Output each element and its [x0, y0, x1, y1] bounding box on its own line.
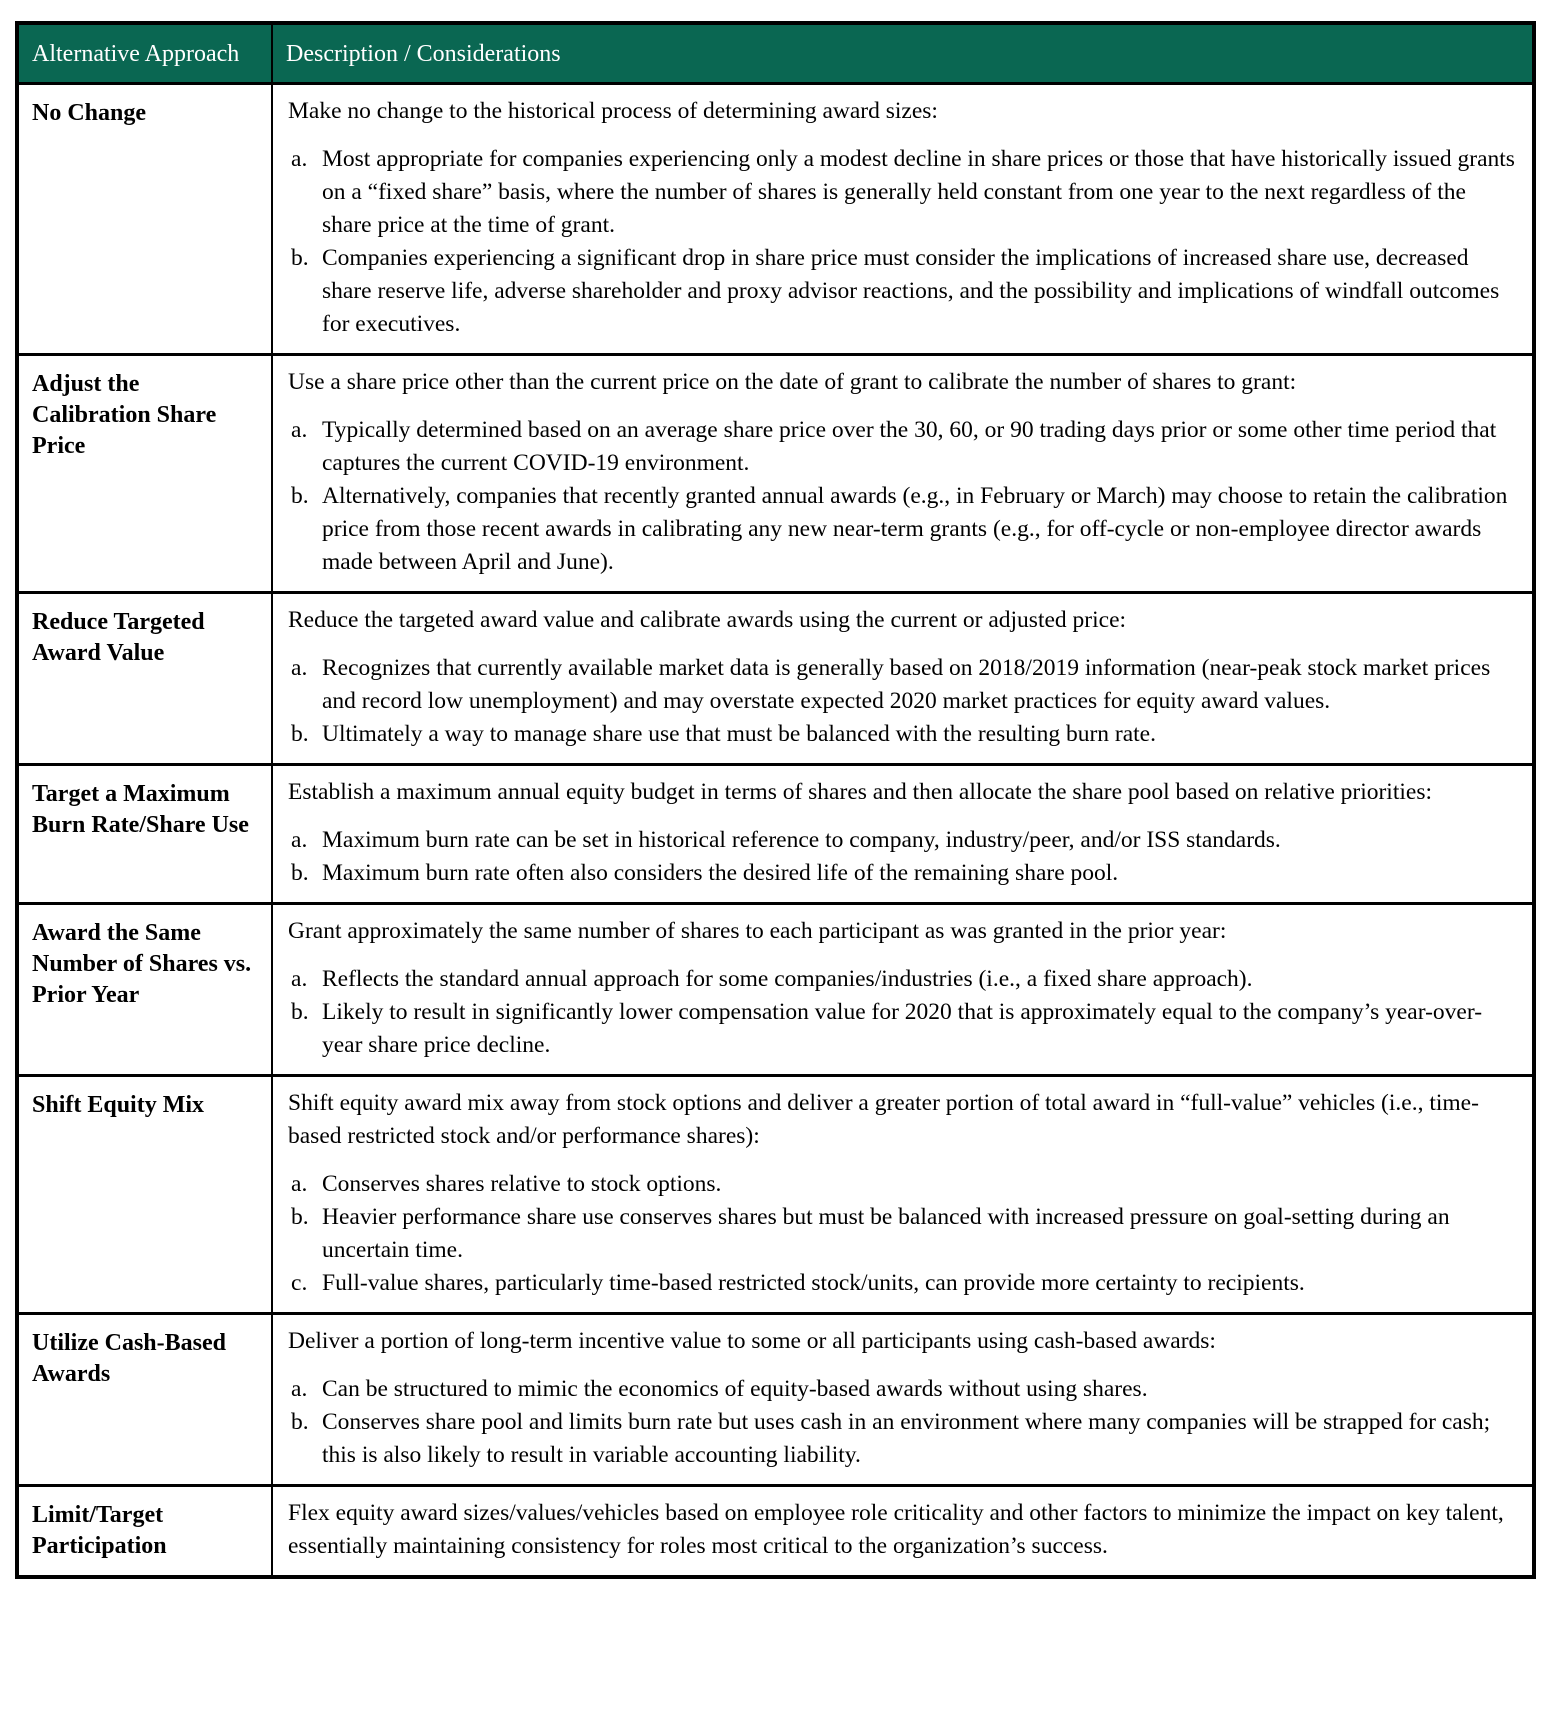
list-item: Typically determined based on an average share price over the 30, 60, or 90 trading days prior or some other time period that captures the current COVID-19 environment.: [322, 417, 1497, 476]
approach-label: Shift Equity Mix: [17, 1076, 272, 1314]
list-item: Ultimately a way to manage share use that must be balanced with the resulting burn rate.: [322, 721, 1156, 747]
list-item: Maximum burn rate can be set in historical reference to company, industry/peer, and/or ISS standards.: [322, 827, 1281, 853]
table-row-adjust-calibration-share-price: [17, 355, 1534, 593]
approach-label: Adjust the Calibration Share Price: [17, 355, 272, 593]
list-item: Alternatively, companies that recently granted annual awards (e.g., in February or March) may choose to retain the calibration price from those recent awards in calibrating any new near-term grants (e.g., for off-cycle or non-employee director awards made between April and June).: [322, 483, 1508, 575]
approach-label: Target a Maximum Burn Rate/Share Use: [17, 765, 272, 904]
description-cell: [272, 904, 1534, 1076]
table-row-shift-equity-mix: [17, 1076, 1534, 1314]
table-row-award-same-number-of-shares: [17, 904, 1534, 1076]
header-alternative-approach: Alternative Approach: [17, 23, 272, 84]
description-cell: [272, 1076, 1534, 1314]
description-cell: [272, 1314, 1534, 1486]
alternatives-table: [15, 21, 1536, 1579]
description-intro: Establish a maximum annual equity budget in terms of shares and then allocate the share pool based on relative priorities:: [288, 779, 1432, 805]
lettered-list: [288, 824, 1518, 890]
description-intro: Make no change to the historical process of determining award sizes:: [288, 98, 938, 124]
list-item: Full-value shares, particularly time-based restricted stock/units, can provide more certainty to recipients.: [322, 1270, 1305, 1296]
approach-label: Reduce Targeted Award Value: [17, 593, 272, 765]
lettered-list: [288, 652, 1518, 751]
list-item: Heavier performance share use conserves shares but must be balanced with increased pressure on goal-setting during an uncertain time.: [322, 1204, 1450, 1263]
approach-label: Limit/Target Participation: [17, 1486, 272, 1578]
description-cell: [272, 84, 1534, 355]
list-item: Conserves share pool and limits burn rate but uses cash in an environment where many companies will be strapped for cash; this is also likely to result in variable accounting liability.: [322, 1409, 1491, 1468]
lettered-list: [288, 1373, 1518, 1472]
list-item: Maximum burn rate often also considers the desired life of the remaining share pool.: [322, 860, 1119, 886]
approach-label: Utilize Cash-Based Awards: [17, 1314, 272, 1486]
table-row-no-change: [17, 84, 1534, 355]
table-row-target-maximum-burn-rate: [17, 765, 1534, 904]
table-row-reduce-targeted-award-value: [17, 593, 1534, 765]
description-intro: Shift equity award mix away from stock options and deliver a greater portion of total award in “full-value” vehicles (i.e., time-based restricted stock and/or performance shares):: [288, 1090, 1479, 1149]
list-item: Conserves shares relative to stock options.: [322, 1171, 722, 1197]
description-intro: Reduce the targeted award value and calibrate awards using the current or adjusted price:: [288, 607, 1127, 633]
table-row-limit-target-participation: [17, 1486, 1534, 1578]
list-item: Recognizes that currently available market data is generally based on 2018/2019 information (near-peak stock market prices and record low unemployment) and may overstate expected 2020 market practices for equity award values.: [322, 655, 1491, 714]
list-item: Can be structured to mimic the economics of equity-based awards without using shares.: [322, 1376, 1148, 1402]
description-intro: Deliver a portion of long-term incentive value to some or all participants using cash-based awards:: [288, 1328, 1216, 1354]
lettered-list: [288, 143, 1518, 341]
description-intro: Grant approximately the same number of shares to each participant as was granted in the prior year:: [288, 918, 1227, 944]
list-item: Likely to result in significantly lower compensation value for 2020 that is approximately equal to the company’s year-over-year share price decline.: [322, 999, 1483, 1058]
approach-label: No Change: [17, 84, 272, 355]
approach-label: Award the Same Number of Shares vs. Prior Year: [17, 904, 272, 1076]
lettered-list: [288, 1168, 1518, 1300]
description-cell: [272, 765, 1534, 904]
lettered-list: [288, 414, 1518, 579]
description-intro: Flex equity award sizes/values/vehicles based on employee role criticality and other factors to minimize the impact on key talent, essentially maintaining consistency for roles most critical to the organization’s success.: [288, 1500, 1504, 1559]
header-description-considerations: Description / Considerations: [272, 23, 1534, 84]
table-row-utilize-cash-based-awards: [17, 1314, 1534, 1486]
description-cell: [272, 355, 1534, 593]
table-header-row: [17, 23, 1534, 84]
list-item: Most appropriate for companies experiencing only a modest decline in share prices or those that have historically issued grants on a “fixed share” basis, where the number of shares is generally held constant from one year to the next regardless of the share price at the time of grant.: [322, 146, 1515, 238]
lettered-list: [288, 963, 1518, 1062]
list-item: Reflects the standard annual approach for some companies/industries (i.e., a fixed share approach).: [322, 966, 1253, 992]
description-cell: [272, 1486, 1534, 1578]
description-intro: Use a share price other than the current price on the date of grant to calibrate the number of shares to grant:: [288, 369, 1297, 395]
description-cell: [272, 593, 1534, 765]
list-item: Companies experiencing a significant drop in share price must consider the implications of increased share use, decreased share reserve life, adverse shareholder and proxy advisor reactions, and the possibility and implications of windfall outcomes for executives.: [322, 245, 1500, 337]
